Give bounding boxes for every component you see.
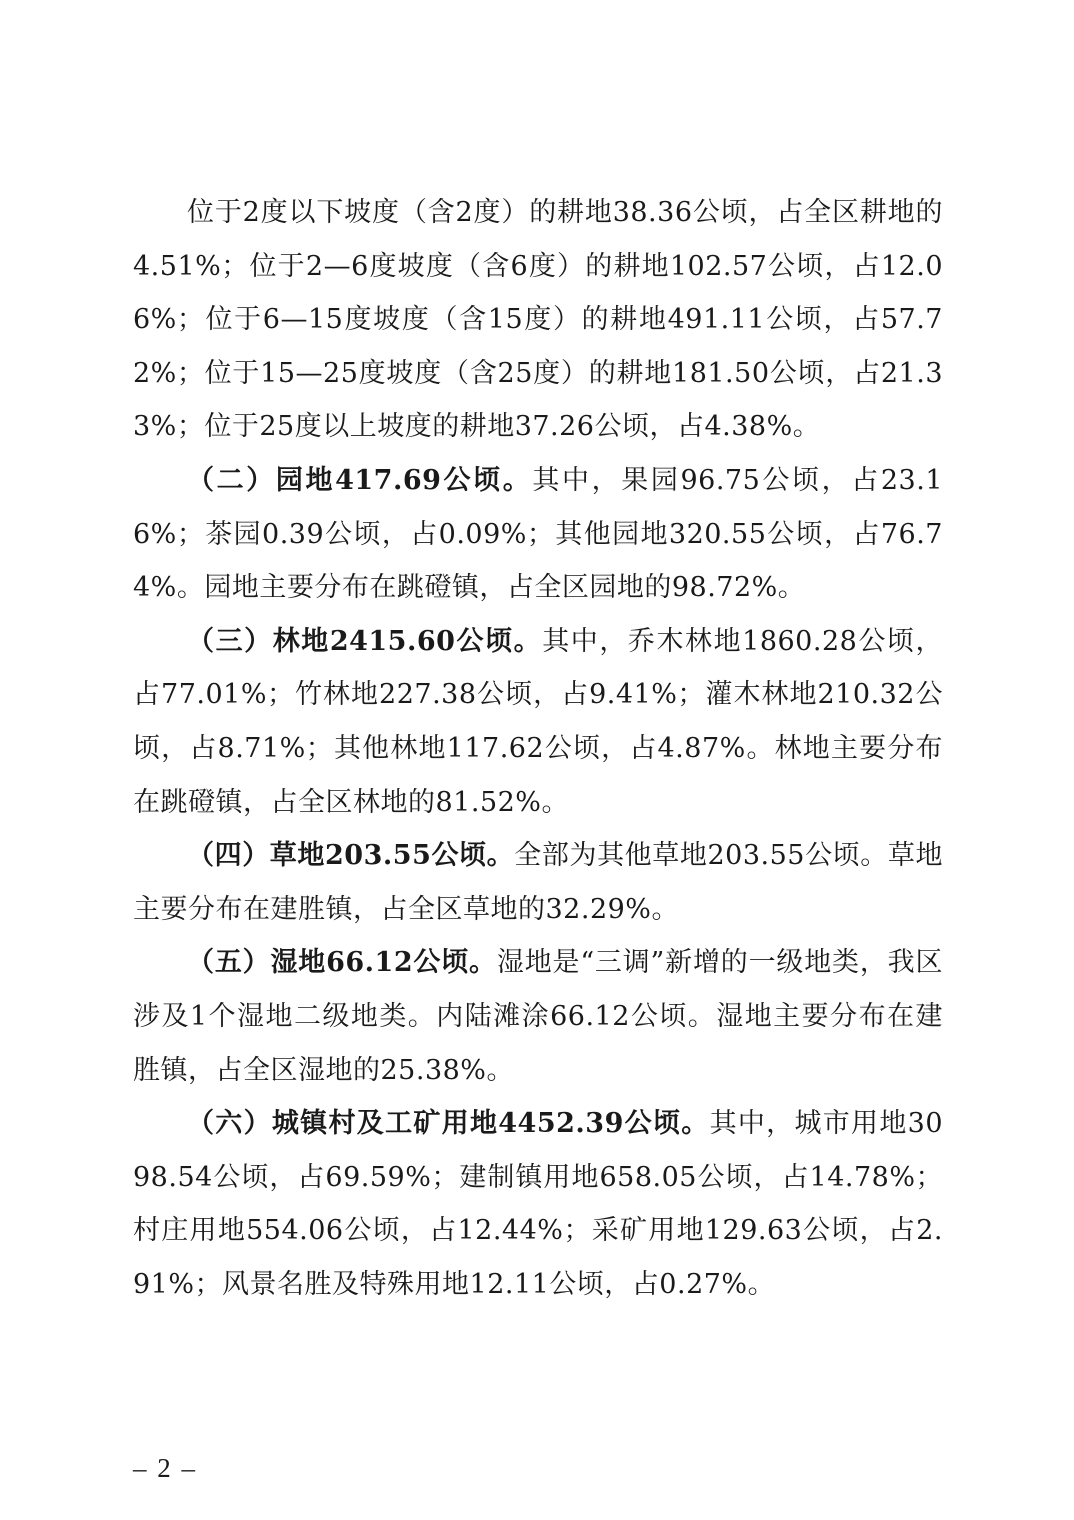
paragraph-slope-farmland xyxy=(133,186,943,454)
section-heading-forest: （三）林地2415.60公顷。 xyxy=(187,625,543,657)
paragraph-text: 湿地是“三调”新增的一级地类，我区涉及1个湿地二级地类。内陆滩涂66.12公顷。湿地主要分布在建胜镇，占全区湿地的25.38%。 xyxy=(133,947,944,1086)
paragraph-text: 其中，乔木林地1860.28公顷，占77.01%；竹林地227.38公顷，占9.41%；灌木林地210.32公顷，占8.71%；其他林地117.62公顷，占4.87%。林地主要分布在跳磴镇，占全区林地的81.52%。 xyxy=(133,625,943,818)
section-heading-grassland: （四）草地203.55公顷。 xyxy=(187,840,515,872)
paragraph-text: 其中，果园96.75公顷，占23.16%；茶园0.39公顷，占0.09%；其他园地320.55公顷，占76.74%。园地主要分布在跳磴镇，占全区园地的98.72%。 xyxy=(133,464,943,604)
paragraph-garden-land xyxy=(133,454,943,615)
page-number: – 2 – xyxy=(133,1453,197,1483)
paragraph-text: 全部为其他草地203.55公顷。草地主要分布在建胜镇，占全区草地的32.29%。 xyxy=(133,840,943,925)
section-heading-urban: （六）城镇村及工矿用地4452.39公顷。 xyxy=(187,1108,710,1140)
section-heading-garden: （二）园地417.69公顷。 xyxy=(187,464,533,496)
paragraph-forest-land xyxy=(133,615,943,829)
paragraph-text: 其中，城市用地3098.54公顷，占69.59%；建制镇用地658.05公顷，占14.78%；村庄用地554.06公顷，占12.44%；采矿用地129.63公顷，占2.91%；风景名胜及特殊用地12.11公顷，占0.27%。 xyxy=(133,1108,943,1300)
paragraph-wetland xyxy=(133,936,943,1097)
paragraph-text: 位于2度以下坡度（含2度）的耕地38.36公顷，占全区耕地的4.51%；位于2—6度坡度（含6度）的耕地102.57公顷，占12.06%；位于6—15度坡度（含15度）的耕地491.11公顷，占57.72%；位于15—25度坡度（含25度）的耕地181.50公顷，占21.33%；位于25度以上坡度的耕地37.26公顷，占4.38%。 xyxy=(133,197,943,443)
paragraph-grassland xyxy=(133,829,943,936)
paragraph-urban-land xyxy=(133,1097,943,1311)
document-body xyxy=(133,186,943,1311)
section-heading-wetland: （五）湿地66.12公顷。 xyxy=(187,947,497,979)
